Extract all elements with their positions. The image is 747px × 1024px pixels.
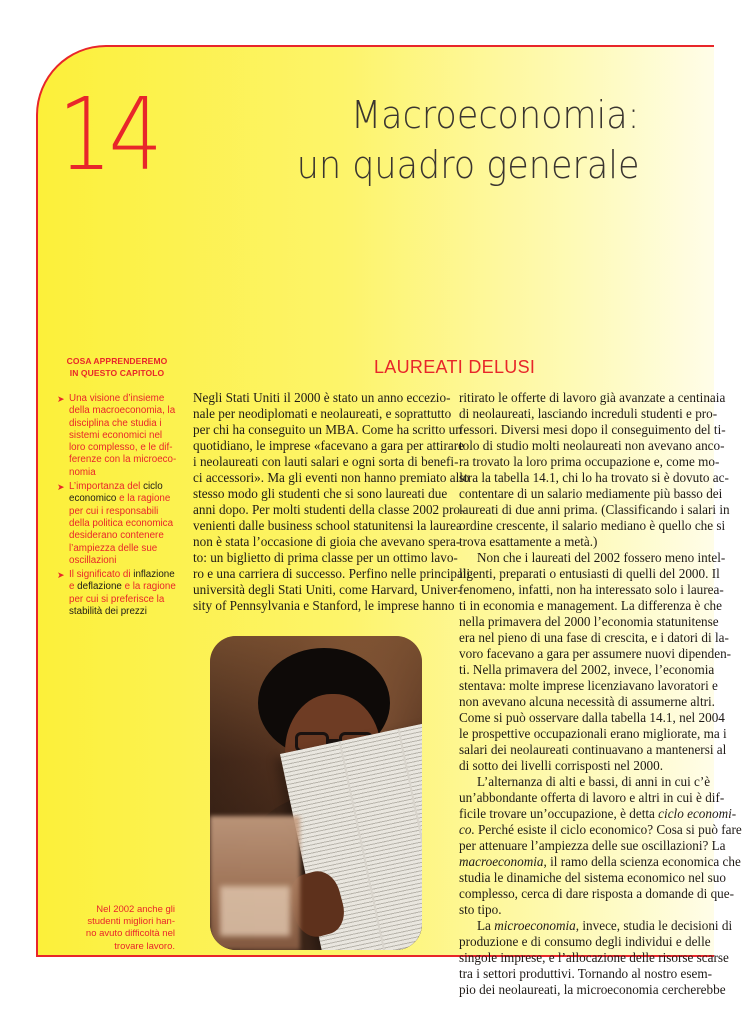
goal-text-segment: e [69,581,78,593]
goal-text-segment: sistemi economici nel [69,429,163,441]
photo-caption [70,904,175,953]
body-line: ra trovato la loro prima occupazione e, come mo- [459,454,720,469]
caption-line: no avuto difficoltà nel [85,928,175,940]
body-line: co. Perché esiste il ciclo economico? Cosa si può fare [459,822,742,837]
section-heading: LAUREATI DELUSI [374,357,536,377]
body-line: di neolaureati, lasciando increduli studenti e pro- [459,406,718,421]
body-line: fessori. Diversi mesi dopo il conseguimento del ti- [459,422,726,437]
body-line: ti in economia e management. La differenza è che [459,598,723,613]
body-line: singole imprese, e l’allocazione delle risorse scarse [459,950,729,965]
key-term: economico [69,493,117,505]
chapter-title-line-2: un quadro generale [296,143,639,187]
body-line: ti. Nella primavera del 2002, invece, l’economia [459,662,715,677]
body-line: ci accessori». Ma gli eventi non hanno premiato allo [193,470,470,485]
body-paragraph [459,550,732,774]
chapter-number: 14 [58,76,160,193]
goal-text-segment: oscillazioni [69,554,117,566]
body-line: università degli Stati Uniti, come Harvard, Univer- [193,582,462,597]
key-term: stabilità dei prezzi [69,606,147,618]
body-paragraph [459,774,742,918]
body-line: ordine crescente, il salario mediano è quello che si [459,518,726,533]
arrow-bullet-icon: ➤ [57,482,65,493]
body-line: tolo di studio molti neolaureati non avevano anco- [459,438,725,453]
learning-goal-line [58,506,176,518]
learning-goal-item [58,569,176,618]
caption-line: Nel 2002 anche gli [96,904,175,915]
learning-goal-line [58,442,176,454]
body-paragraph [459,918,733,998]
learning-goal-line [58,454,176,466]
learning-goals-heading-line-2: IN QUESTO CAPITOLO [69,368,165,378]
learning-goal-line [58,430,176,442]
learning-goal-line [58,393,176,405]
body-line: Come si può osservare dalla tabella 14.1, nel 2004 [459,710,725,725]
body-line: trova esattamente a metà.) [459,534,598,549]
body-line: complesso, cerca di dare risposta a domande di que- [459,886,735,901]
goal-text-segment: e la ragione [121,581,176,593]
text-column-2 [459,390,742,998]
learning-goal-line [58,530,176,542]
body-line: stentava: molte imprese licenziavano lavoratori e [459,678,718,693]
goal-text-segment: della politica economica [69,517,174,529]
goal-text-segment: nomia [69,466,96,478]
body-line: stra la tabella 14.1, chi lo ha trovato si è dovuto ac- [459,470,729,485]
chapter-title-line-1: Macroeconomia: [350,93,639,137]
key-term: inflazione [133,569,175,581]
goal-text-segment: desiderano contenere [69,530,164,542]
body-line: L’alternanza di alti e bassi, di anni in cui c’è [477,774,711,789]
learning-goal-line [58,493,176,505]
learning-goal-text [58,481,176,567]
key-term: ciclo [143,481,163,493]
body-line: La microeconomia, invece, studia le decisioni di [477,918,733,933]
learning-goal-text [58,569,176,618]
learning-goal-line [58,581,176,593]
goal-text-segment: ferenze con la microeco- [69,454,177,466]
body-line: studia le dinamiche del sistema economico nel suo [459,870,726,885]
student-reading-newspaper-photo [210,636,422,950]
goal-text-segment: Una visione d’insieme [69,393,165,404]
learning-goal-line [58,418,176,430]
body-line: non avevano alcuna necessità di assumerne altri. [459,694,715,709]
body-line: ro e una carriera di successo. Perfino nelle principali [193,566,471,581]
goal-text-segment: per cui i responsabili [69,505,159,517]
text-column-1 [193,390,471,614]
body-line: fenomeno, infatti, non ha interessato solo i laurea- [459,582,724,597]
body-line: per attenuare l’ampiezza delle sue oscillazioni? La [459,838,726,853]
body-line: era nel pieno di una fase di crescita, e i datori di la- [459,630,729,645]
body-line: quotidiano, le imprese «facevano a gara per attirare [193,438,464,453]
learning-goals-heading [58,355,176,379]
learning-goal-line [58,543,176,555]
body-line: voro facevano a gara per assumere nuovi dipenden- [459,646,732,661]
goal-text-segment: per cui si preferisce la [69,593,165,605]
body-line: contentare di un salario mediamente più basso dei [459,486,723,501]
body-line: di sotto dei livelli corrisposti nel 2000. [459,758,664,773]
body-line: sto tipo. [459,902,502,917]
body-line: venienti dalle business school statunitensi la laurea [193,518,462,533]
body-line: pio dei neolaureati, la microeconomia cercherebbe [459,982,726,997]
body-line: tra i settori produttivi. Tornando al nostro esem- [459,966,713,981]
body-line: per chi ha conseguito un MBA. Come ha scritto un [193,422,462,437]
body-line: i neolaureati con lauti salari e ogni sorta di benefi- [193,454,459,469]
body-line: nale per neodiplomati e neolaureati, e soprattutto [193,406,452,421]
body-line: Non che i laureati del 2002 fossero meno intel- [477,550,726,565]
learning-goal-line [58,518,176,530]
body-line: Negli Stati Uniti il 2000 è stato un anno eccezio- [193,390,451,405]
body-line: stesso modo gli studenti che si sono laureati due [193,486,448,501]
arrow-bullet-icon: ➤ [57,394,65,404]
learning-goals-sidebar [58,355,176,620]
learning-goal-item [58,393,176,479]
goal-text-segment: loro complesso, e le dif- [69,442,173,454]
body-paragraph [459,390,730,550]
body-line: ligenti, preparati o entusiasti di quelli del 2000. Il [459,566,720,581]
learning-goal-line [58,467,176,479]
learning-goal-line [58,594,176,606]
learning-goal-text [58,393,176,479]
body-line: un’abbondante offerta di lavoro e altri in cui è dif- [459,790,725,805]
goal-text-segment: e la ragione [116,493,171,505]
chapter-title [296,90,639,190]
learning-goal-item [58,481,176,567]
body-paragraph [193,390,471,614]
body-line: anni dopo. Per molti studenti della classe 2002 pro- [193,502,465,517]
learning-goals-heading-line-1: COSA APPRENDEREMO [66,356,168,366]
body-line: non è stata l’occasione di gioia che avevano spera- [193,534,461,549]
learning-goal-line [58,606,176,618]
caption-line: studenti migliori han- [87,916,175,928]
learning-goals-list [58,393,176,618]
body-line: laureati di due anni prima. (Classificando i salari in [459,502,730,517]
body-line: to: un biglietto di prima classe per un ottimo lavo- [193,550,458,565]
arrow-bullet-icon: ➤ [57,570,65,581]
goal-text-segment: della macroeconomia, la [69,405,176,417]
learning-goal-line [58,569,176,581]
goal-text-segment: Il significato di [69,569,134,581]
learning-goal-line [58,481,176,493]
body-line: macroeconomia, il ramo della scienza economica che [459,854,741,869]
body-line: sity of Pennsylvania e Stanford, le imprese hanno [193,598,455,613]
goal-text-segment: L’importanza del [69,481,144,493]
body-line: le prospettive occupazionali erano migliorate, ma i [459,726,727,741]
body-line: nella primavera del 2000 l’economia statunitense [459,614,719,629]
goal-text-segment: l’ampiezza delle sue [69,542,158,554]
body-line: salari dei neolaureati continuavano a mantenersi al [459,742,727,757]
body-line: ritirato le offerte di lavoro già avanzate a centinaia [459,390,726,405]
goal-text-segment: disciplina che studia i [69,417,162,429]
body-line: produzione e di consumo degli individui e delle [459,934,711,949]
learning-goal-line [58,555,176,567]
caption-line: trovare lavoro. [114,940,175,952]
key-term: deflazione [77,581,122,593]
photo-foreground-blur-light [220,886,290,936]
learning-goal-line [58,405,176,417]
body-line: ficile trovare un’occupazione, è detta ciclo economi- [459,806,737,821]
